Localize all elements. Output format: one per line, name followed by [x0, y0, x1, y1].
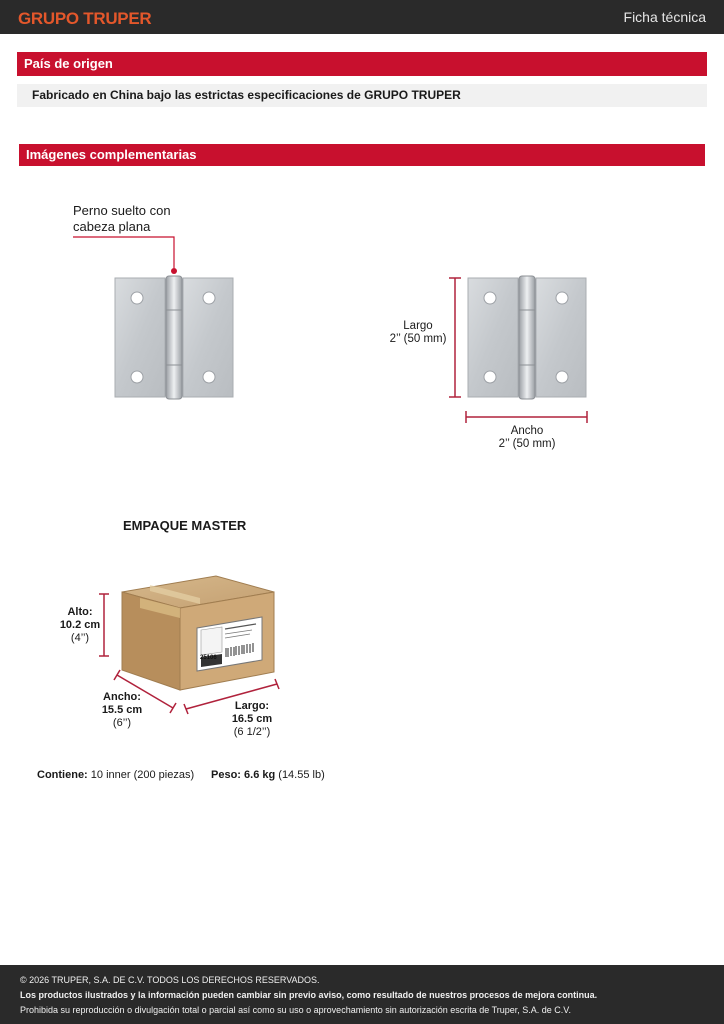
largo-value: 2’’ (50 mm) — [389, 333, 447, 345]
alto-in: (4’’) — [70, 632, 90, 644]
section-title-images: Imágenes complementarias — [19, 144, 705, 166]
box-largo-label: Largo: — [234, 700, 270, 712]
box-largo-in: (6 1/2’’) — [233, 726, 271, 738]
box-code: 25106 — [200, 655, 217, 661]
box-ancho-in: (6’’) — [112, 717, 132, 729]
largo-label: Largo — [403, 320, 433, 332]
footer-notice: Los productos ilustrados y la información pueden cambiar sin previo aviso, como resultado de nuestros procesos de mejora continua. — [20, 990, 598, 1000]
ancho-box-dimension-label — [94, 691, 150, 730]
ancho-value: 2’’ (50 mm) — [498, 438, 556, 450]
brand-logo: GRUPO TRUPER — [18, 9, 152, 28]
hinge-image-1 — [73, 237, 233, 399]
contiene-value: 10 inner (200 piezas) — [90, 769, 195, 781]
hinge-callout-line2: cabeza plana — [73, 219, 151, 234]
hinge-callout-line1: Perno suelto con — [73, 203, 171, 218]
section-title-origin: País de origen — [17, 52, 707, 76]
contiene-line — [37, 769, 194, 781]
footer-copyright: © 2026 TRUPER, S.A. DE C.V. TODOS LOS DERECHOS RESERVADOS. — [20, 975, 320, 985]
footer — [0, 965, 724, 1024]
origin-text: Fabricado en China bajo las estrictas especificaciones de GRUPO TRUPER — [17, 84, 707, 107]
alto-cm: 10.2 cm — [59, 619, 101, 631]
master-pack-title: EMPAQUE MASTER — [123, 518, 247, 533]
hinge-image-2 — [449, 276, 587, 423]
document-type: Ficha técnica — [623, 9, 706, 25]
box-largo-cm: 16.5 cm — [231, 713, 273, 725]
largo-box-dimension-label — [222, 700, 282, 739]
peso-value: 6.6 kg — [244, 769, 276, 781]
peso-label: Peso: — [211, 769, 241, 781]
box-ancho-cm: 15.5 cm — [101, 704, 143, 716]
hinge-callout-label — [73, 203, 171, 235]
peso-line — [211, 769, 325, 781]
alto-label: Alto: — [67, 606, 93, 618]
box-ancho-label: Ancho: — [103, 691, 141, 703]
alto-dimension-label — [52, 606, 108, 645]
peso-extra: (14.55 lb) — [278, 769, 325, 781]
ancho-dimension-label — [492, 425, 562, 451]
footer-legal: Prohibida su reproducción o divulgación total o parcial así como su uso o aprovechamiento sin autorización escrita de Truper, S.A. de C.V. — [20, 1005, 571, 1015]
contiene-label: Contiene: — [37, 769, 88, 781]
ancho-label: Ancho — [510, 425, 544, 437]
largo-dimension-label — [385, 320, 451, 346]
